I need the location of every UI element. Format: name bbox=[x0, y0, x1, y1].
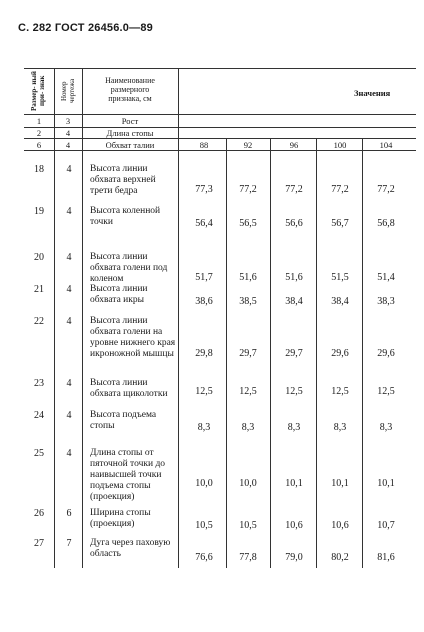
row-number: 21 bbox=[34, 284, 44, 295]
row-drawing: 4 bbox=[66, 284, 72, 295]
row-value: 8,3 bbox=[287, 422, 301, 433]
row-drawing: 4 bbox=[66, 252, 72, 263]
param-num: 6 bbox=[36, 140, 42, 150]
row-value: 56,6 bbox=[285, 218, 303, 229]
row-value: 8,3 bbox=[379, 422, 393, 433]
row-value: 10,0 bbox=[239, 478, 257, 489]
waist-value: 104 bbox=[379, 140, 393, 150]
row-value: 29,6 bbox=[377, 348, 395, 359]
row-value: 29,8 bbox=[195, 348, 213, 359]
row-value: 77,2 bbox=[239, 184, 257, 195]
col-divider-7 bbox=[362, 138, 363, 568]
row-value: 12,5 bbox=[377, 386, 395, 397]
row-value: 51,5 bbox=[331, 272, 349, 283]
row-value: 81,6 bbox=[377, 552, 395, 563]
row-drawing: 7 bbox=[66, 538, 72, 549]
row-drawing: 6 bbox=[66, 508, 72, 519]
param-name: Обхват талии bbox=[105, 140, 155, 150]
col-divider-5 bbox=[270, 138, 271, 568]
row-drawing: 4 bbox=[66, 448, 72, 459]
row-value: 10,6 bbox=[285, 520, 303, 531]
row-value: 8,3 bbox=[197, 422, 211, 433]
row-value: 51,4 bbox=[377, 272, 395, 283]
row-number: 23 bbox=[34, 378, 44, 389]
row-number: 24 bbox=[34, 410, 44, 421]
row-value: 77,2 bbox=[331, 184, 349, 195]
row-value: 10,1 bbox=[331, 478, 349, 489]
row-value: 51,7 bbox=[195, 272, 213, 283]
row-number: 18 bbox=[34, 164, 44, 175]
row-number: 20 bbox=[34, 252, 44, 263]
row-name: Высота линии обхвата щиколотки bbox=[90, 378, 168, 399]
row-name: Высота линии обхвата верхней трети бедра bbox=[90, 164, 156, 196]
row-value: 56,7 bbox=[331, 218, 349, 229]
row-value: 8,3 bbox=[333, 422, 347, 433]
row-value: 10,1 bbox=[285, 478, 303, 489]
header-values: Значения bbox=[354, 88, 391, 98]
row-value: 29,6 bbox=[331, 348, 349, 359]
row-value: 51,6 bbox=[239, 272, 257, 283]
page-header: С. 282 ГОСТ 26456.0—89 bbox=[18, 22, 153, 34]
param-name: Длина стопы bbox=[106, 128, 154, 138]
row-number: 22 bbox=[34, 316, 44, 327]
row-name: Высота линии обхвата голени на уровне нижнего края икроножной мышцы bbox=[90, 316, 176, 359]
row-value: 10,5 bbox=[239, 520, 257, 531]
row-value: 10,5 bbox=[195, 520, 213, 531]
row-drawing: 4 bbox=[66, 410, 72, 421]
row-value: 80,2 bbox=[331, 552, 349, 563]
row-number: 27 bbox=[34, 538, 44, 549]
param-draw: 3 bbox=[65, 116, 71, 126]
row-value: 10,7 bbox=[377, 520, 395, 531]
row-value: 77,2 bbox=[377, 184, 395, 195]
row-value: 38,6 bbox=[195, 296, 213, 307]
row-name: Высота линии обхвата икры bbox=[90, 284, 148, 305]
row-value: 76,6 bbox=[195, 552, 213, 563]
row-value: 29,7 bbox=[239, 348, 257, 359]
row-name: Высота коленной точки bbox=[90, 206, 161, 227]
waist-value: 92 bbox=[243, 140, 253, 150]
row-value: 77,3 bbox=[195, 184, 213, 195]
row-number: 25 bbox=[34, 448, 44, 459]
row-value: 38,4 bbox=[331, 296, 349, 307]
row-name: Высота подъема стопы bbox=[90, 410, 157, 431]
data-table bbox=[24, 68, 416, 568]
row-value: 51,6 bbox=[285, 272, 303, 283]
row-value: 12,5 bbox=[239, 386, 257, 397]
col-divider-6 bbox=[316, 138, 317, 568]
param-draw: 4 bbox=[65, 140, 71, 150]
waist-value: 96 bbox=[289, 140, 299, 150]
row-value: 29,7 bbox=[285, 348, 303, 359]
row-name: Ширина стопы (проекция) bbox=[90, 508, 151, 529]
row-value: 10,1 bbox=[377, 478, 395, 489]
row-value: 38,3 bbox=[377, 296, 395, 307]
waist-value: 100 bbox=[333, 140, 347, 150]
row-value: 38,4 bbox=[285, 296, 303, 307]
row-value: 38,5 bbox=[239, 296, 257, 307]
row-value: 56,4 bbox=[195, 218, 213, 229]
row-number: 19 bbox=[34, 206, 44, 217]
param-name: Рост bbox=[121, 116, 139, 126]
row-value: 12,5 bbox=[331, 386, 349, 397]
param-num: 2 bbox=[36, 128, 42, 138]
col-divider-4 bbox=[226, 138, 227, 568]
row-drawing: 4 bbox=[66, 378, 72, 389]
row-drawing: 4 bbox=[66, 164, 72, 175]
row-drawing: 4 bbox=[66, 206, 72, 217]
row-drawing: 4 bbox=[66, 316, 72, 327]
header-drawing-number: Номер чертежа bbox=[60, 78, 76, 104]
row-number: 26 bbox=[34, 508, 44, 519]
row-value: 12,5 bbox=[195, 386, 213, 397]
row-value: 56,5 bbox=[239, 218, 257, 229]
row-value: 56,8 bbox=[377, 218, 395, 229]
row-value: 10,0 bbox=[195, 478, 213, 489]
row-name: Высота линии обхвата голени под коленом bbox=[90, 252, 168, 284]
row-value: 77,8 bbox=[239, 552, 257, 563]
row-value: 10,6 bbox=[331, 520, 349, 531]
row-value: 77,2 bbox=[285, 184, 303, 195]
row-name: Длина стопы от пяточной точки до наивысшей точки подъема стопы (проекция) bbox=[90, 448, 166, 502]
col-divider-3 bbox=[178, 68, 179, 568]
row-name: Дуга через паховую область bbox=[90, 538, 171, 559]
waist-value: 88 bbox=[199, 140, 209, 150]
row-value: 79,0 bbox=[285, 552, 303, 563]
header-size-feature: Размер- ный при- знак bbox=[30, 71, 46, 111]
header-name: Наименование размерного признака, см bbox=[105, 76, 155, 103]
row-value: 8,3 bbox=[241, 422, 255, 433]
row-value: 12,5 bbox=[285, 386, 303, 397]
param-draw: 4 bbox=[65, 128, 71, 138]
param-num: 1 bbox=[36, 116, 42, 126]
